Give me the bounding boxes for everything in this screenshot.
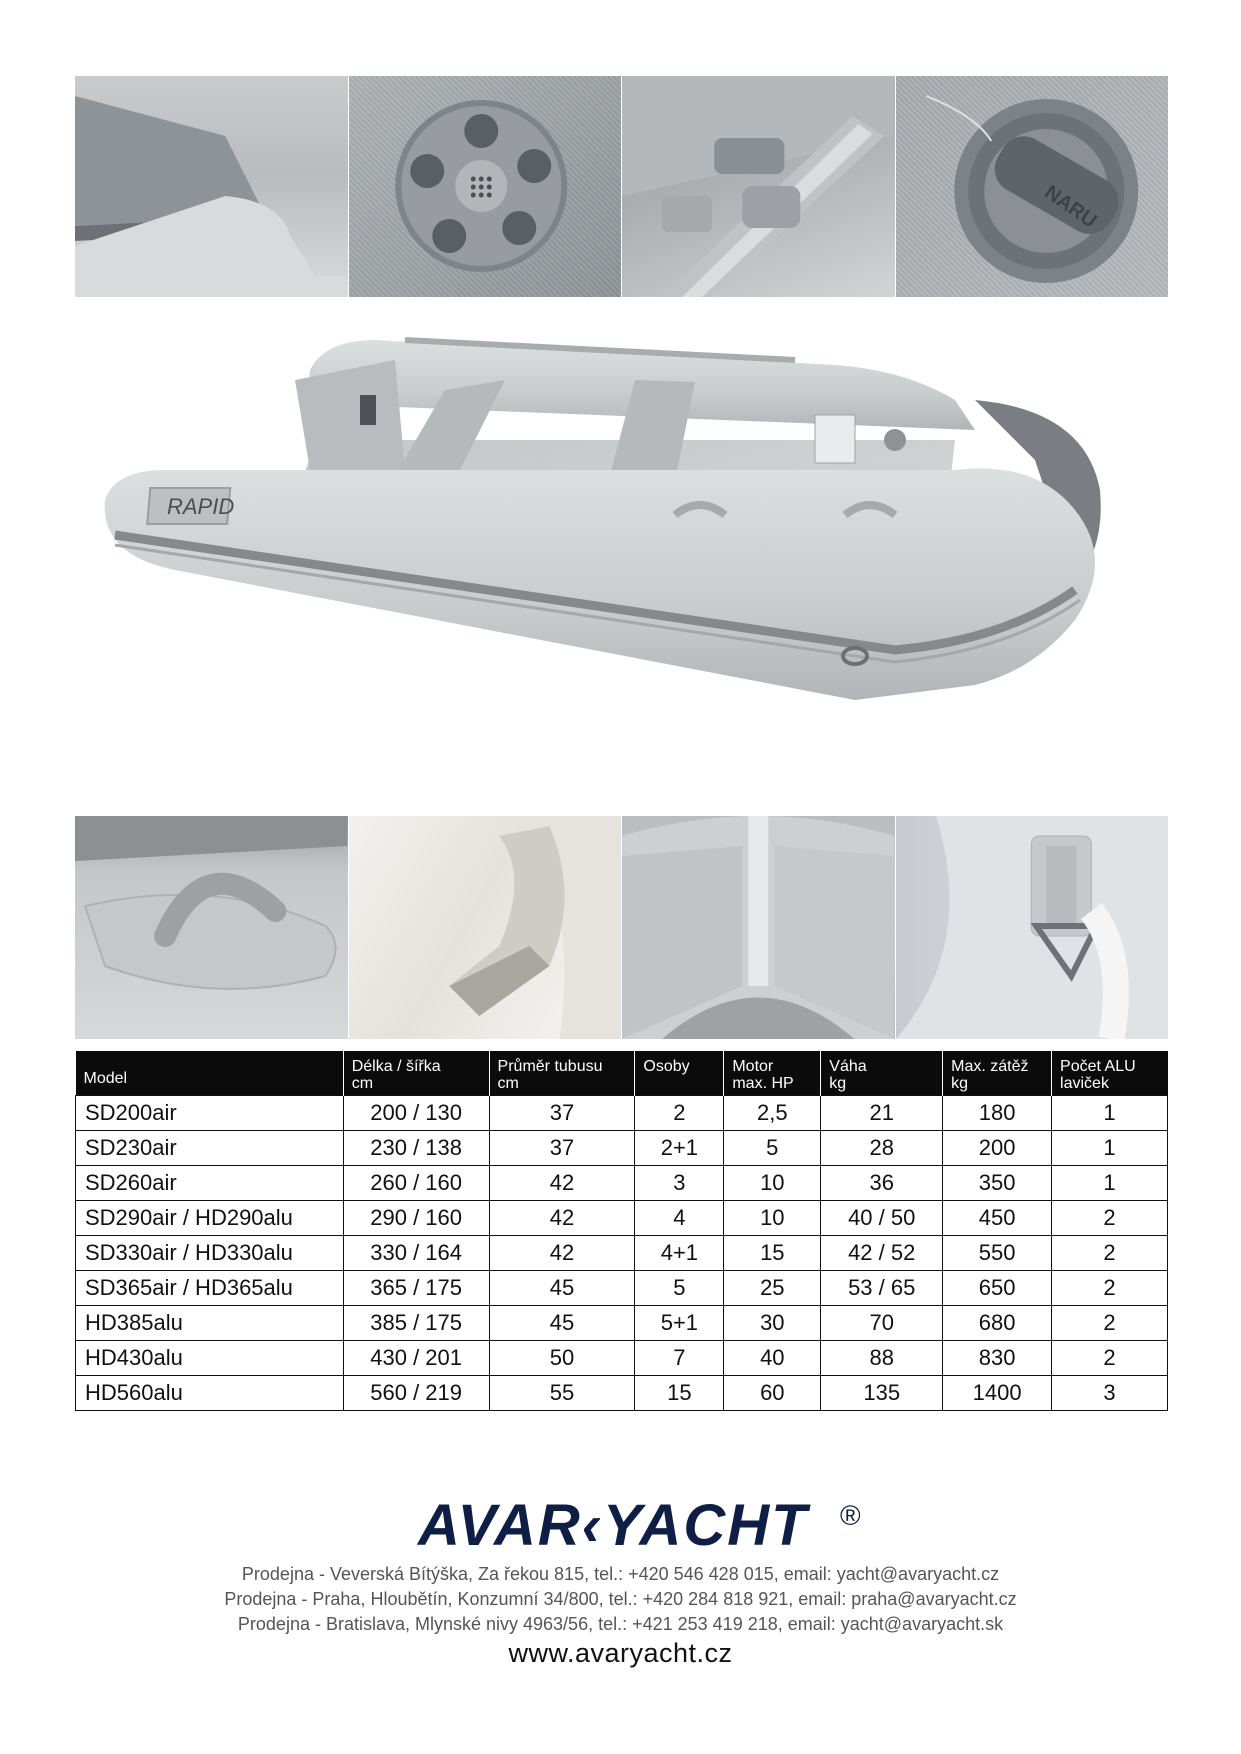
table-row [76,1096,1168,1131]
website-link[interactable]: www.avaryacht.cz [508,1638,733,1668]
header-line-1: Váha [829,1058,867,1075]
value-cell: 430 / 201 [343,1341,489,1376]
table-header-cell [821,1051,943,1096]
avar-yacht-logo [0,1487,1241,1557]
value-cell: 70 [821,1306,943,1341]
value-cell: 53 / 65 [821,1271,943,1306]
value-cell: 25 [724,1271,821,1306]
value-cell: 45 [489,1271,635,1306]
value-cell: 3 [635,1166,724,1201]
value-cell: 2 [1052,1271,1168,1306]
value-cell: 37 [489,1096,635,1131]
value-cell: 40 / 50 [821,1201,943,1236]
table-header-cell [76,1051,344,1096]
photo-d-ring-rope-detail [896,816,1169,1039]
table-row [76,1341,1168,1376]
value-cell: 260 / 160 [343,1166,489,1201]
value-cell: 40 [724,1341,821,1376]
value-cell: 10 [724,1166,821,1201]
value-cell: 200 [943,1131,1052,1166]
value-cell: 135 [821,1376,943,1411]
value-cell: 2,5 [724,1096,821,1131]
value-cell: 200 / 130 [343,1096,489,1131]
model-cell: SD200air [76,1096,344,1131]
contact-line-bratislava: Prodejna - Bratislava, Mlynské nivy 4963/56, tel.: +421 253 419 218, email: yacht@avaryacht.sk [237,1614,1004,1634]
value-cell: 2 [1052,1201,1168,1236]
header-line-1: Průměr tubusu [497,1058,603,1075]
boat-main-photo [75,320,1168,790]
value-cell: 2 [1052,1341,1168,1376]
model-cell: SD290air / HD290alu [76,1201,344,1236]
table-header-cell [489,1051,635,1096]
photo-air-valve-detail [896,76,1169,297]
value-cell: 290 / 160 [343,1201,489,1236]
model-cell: SD230air [76,1131,344,1166]
table-row [76,1271,1168,1306]
header-line-1: Počet ALU [1060,1058,1136,1075]
photo-keel-guard-detail [349,816,623,1039]
value-cell: 650 [943,1271,1052,1306]
value-cell: 560 / 219 [343,1376,489,1411]
table-row [76,1376,1168,1411]
table-row [76,1166,1168,1201]
table-row [76,1131,1168,1166]
model-cell: HD430alu [76,1341,344,1376]
value-cell: 45 [489,1306,635,1341]
value-cell: 42 [489,1201,635,1236]
photo-bow-interior-detail [622,816,896,1039]
detail-photos-top [75,76,1168,297]
value-cell: 350 [943,1166,1052,1201]
header-line-1: Model [83,1070,128,1087]
value-cell: 7 [635,1341,724,1376]
registered-mark: ® [840,1500,861,1531]
photo-seat-bench-detail [75,76,349,297]
model-cell: HD385alu [76,1306,344,1341]
photo-drain-valve-detail [349,76,623,297]
store-contacts [0,1562,1241,1637]
value-cell: 50 [489,1341,635,1376]
value-cell: 1 [1052,1131,1168,1166]
model-cell: SD260air [76,1166,344,1201]
table-row [76,1236,1168,1271]
value-cell: 5+1 [635,1306,724,1341]
value-cell: 2 [1052,1236,1168,1271]
header-line-2: kg [951,1075,969,1092]
table-header-cell [1052,1051,1168,1096]
table-header-cell [724,1051,821,1096]
value-cell: 4+1 [635,1236,724,1271]
photo-carry-handle-detail [75,816,349,1039]
value-cell: 2+1 [635,1131,724,1166]
value-cell: 28 [821,1131,943,1166]
model-cell: SD365air / HD365alu [76,1271,344,1306]
value-cell: 5 [635,1271,724,1306]
value-cell: 1 [1052,1166,1168,1201]
model-cell: SD330air / HD330alu [76,1236,344,1271]
value-cell: 21 [821,1096,943,1131]
header-line-1: Osoby [643,1058,690,1075]
header-line-2: cm [351,1075,374,1092]
specifications-table [75,1051,1168,1411]
value-cell: 42 / 52 [821,1236,943,1271]
logo-text: AVAR‹YACHT [418,1493,809,1557]
header-line-1: Motor [732,1058,774,1075]
contact-line-veverska: Prodejna - Veverská Bítýška, Za řekou 815, tel.: +420 546 428 015, email: yacht@avaryacht.cz [241,1564,1000,1584]
value-cell: 385 / 175 [343,1306,489,1341]
header-line-2: kg [829,1075,847,1092]
header-line-1: Max. zátěž [951,1058,1029,1075]
value-cell: 2 [635,1096,724,1131]
value-cell: 55 [489,1376,635,1411]
value-cell: 365 / 175 [343,1271,489,1306]
value-cell: 30 [724,1306,821,1341]
header-line-2: laviček [1060,1075,1109,1092]
table-row [76,1201,1168,1236]
photo-oarlock-detail [622,76,896,297]
value-cell: 42 [489,1236,635,1271]
value-cell: 1400 [943,1376,1052,1411]
value-cell: 550 [943,1236,1052,1271]
header-line-2: max. HP [732,1075,794,1092]
table-body [76,1096,1168,1411]
hull-model-label: RAPID [167,494,235,519]
table-header-row [76,1051,1168,1096]
value-cell: 3 [1052,1376,1168,1411]
value-cell: 4 [635,1201,724,1236]
value-cell: 680 [943,1306,1052,1341]
table-header-cell [943,1051,1052,1096]
value-cell: 60 [724,1376,821,1411]
value-cell: 10 [724,1201,821,1236]
contact-line-praha: Prodejna - Praha, Hloubětín, Konzumní 34/800, tel.: +420 284 818 921, email: praha@avaryacht.cz [224,1589,1017,1609]
value-cell: 37 [489,1131,635,1166]
value-cell: 1 [1052,1096,1168,1131]
header-line-2: cm [497,1075,519,1092]
value-cell: 450 [943,1201,1052,1236]
value-cell: 15 [724,1236,821,1271]
table-row [76,1306,1168,1341]
value-cell: 42 [489,1166,635,1201]
valve-brand-text: NARU [1040,181,1100,233]
value-cell: 15 [635,1376,724,1411]
model-cell: HD560alu [76,1376,344,1411]
value-cell: 2 [1052,1306,1168,1341]
value-cell: 5 [724,1131,821,1166]
header-line-1: Délka / šířka [351,1058,441,1075]
value-cell: 230 / 138 [343,1131,489,1166]
value-cell: 180 [943,1096,1052,1131]
detail-photos-bottom [75,816,1168,1039]
value-cell: 330 / 164 [343,1236,489,1271]
value-cell: 88 [821,1341,943,1376]
value-cell: 36 [821,1166,943,1201]
value-cell: 830 [943,1341,1052,1376]
table-header-cell [635,1051,724,1096]
table-header-cell [343,1051,489,1096]
